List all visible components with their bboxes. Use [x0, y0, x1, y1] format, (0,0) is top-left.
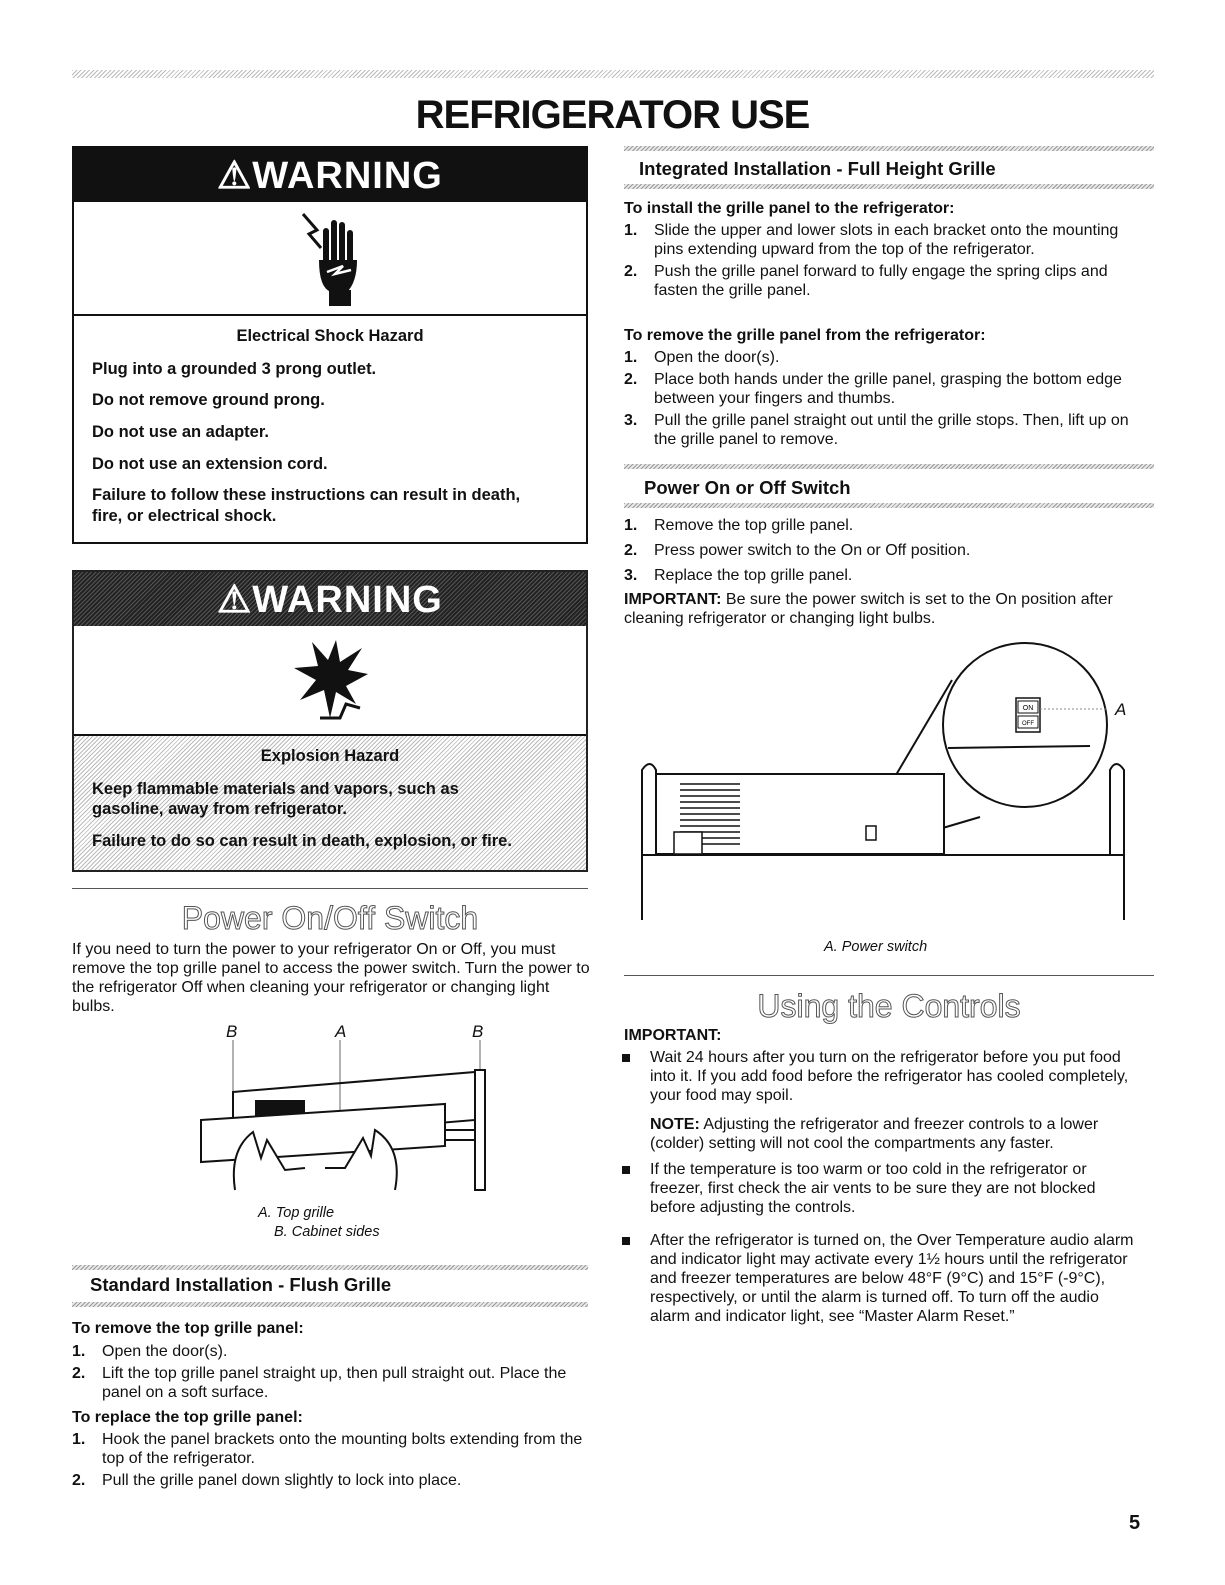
electrical-shock-warning	[72, 146, 588, 544]
subsection-rule	[624, 503, 1154, 508]
shock-hand-icon	[74, 202, 586, 316]
section-title-controls: Using the Controls	[757, 988, 1021, 1024]
fig-label-b-left: B	[226, 1022, 238, 1041]
warning-heading: ⚠WARNING	[74, 148, 586, 202]
replace-grille-steps	[72, 1431, 588, 1494]
remove-grille-steps	[72, 1343, 588, 1406]
subsection-rule	[72, 1302, 588, 1307]
subsection-title-standard: Standard Installation - Flush Grille	[90, 1274, 392, 1295]
list-item: 1. Slide the upper and lower slots in each bracket onto the mounting pins extending upward from the top of the refrigerator.	[624, 222, 1119, 258]
install-grille-steps	[624, 222, 1134, 304]
replace-grille-heading: To replace the top grille panel:	[72, 1409, 303, 1426]
figure-caption: A. Power switch	[824, 939, 928, 955]
subsection-rule	[72, 1265, 588, 1270]
page-title: REFRIGERATOR USE	[415, 93, 810, 137]
section-title-power: Power On/Off Switch	[181, 900, 479, 936]
section-divider	[72, 888, 588, 889]
warning-line: Failure to do so can result in death, explosion, or fire.	[92, 831, 512, 850]
warning-line: Do not remove ground prong.	[92, 391, 325, 410]
switch-off-label: OFF	[1022, 721, 1034, 727]
remove-panel-heading: To remove the grille panel from the refrigerator:	[624, 327, 986, 344]
warning-line: Keep flammable materials and vapors, such as gasoline, away from refrigerator.	[92, 779, 459, 819]
warning-line: Failure to follow these instructions can result in death, fire, or electrical shock.	[92, 486, 521, 525]
explosion-icon	[74, 626, 586, 736]
power-switch-steps	[624, 517, 1134, 589]
subsection-rule	[624, 184, 1154, 189]
hazard-title: Explosion Hazard	[260, 747, 400, 765]
figure-caption: B. Cabinet sides	[274, 1224, 380, 1240]
remove-panel-steps	[624, 349, 1134, 452]
list-item: 2. Lift the top grille panel straight up, then pull straight out. Place the panel on a soft surface.	[72, 1364, 567, 1401]
fig-label-a-switch: A	[1115, 700, 1127, 719]
controls-important-label: IMPORTANT:	[624, 1027, 722, 1044]
remove-grille-heading: To remove the top grille panel:	[72, 1320, 304, 1337]
list-item: 2. Push the grille panel forward to fully engage the spring clips and fasten the grille panel.	[624, 262, 1108, 299]
list-item: 1. Remove the top grille panel.	[624, 517, 854, 534]
subsection-title-power-switch: Power On or Off Switch	[644, 477, 851, 498]
subsection-rule	[624, 464, 1154, 469]
figure-caption: A. Top grille	[258, 1205, 335, 1221]
power-switch-important: IMPORTANT: Be sure the power switch is set to the On position after cleaning refrigerator or changing light bulbs.	[624, 591, 1113, 627]
list-item: After the refrigerator is turned on, the Over Temperature audio alarm and indicator light may activate every 1½ hours until the refrigerator and freezer temperatures are below 48°F (9°C) and 15°F (-9°C), respectively, or until the alarm is turned off. To turn off the audio alarm and indicator light, see “Master Alarm Reset.”	[620, 1232, 1140, 1326]
list-item: 3. Replace the top grille panel.	[624, 566, 853, 584]
warning-line: Do not use an extension cord.	[92, 454, 328, 473]
hazard-title: Electrical Shock Hazard	[236, 327, 424, 345]
note-text: NOTE: Adjusting the refrigerator and freezer controls to a lower (colder) setting will not cool the compartments any faster.	[650, 1115, 1099, 1152]
warning-line: Do not use an adapter.	[92, 422, 269, 441]
install-grille-heading: To install the grille panel to the refrigerator:	[624, 200, 955, 217]
fig-label-a: A	[335, 1022, 347, 1041]
power-intro-text: If you need to turn the power to your refrigerator On or Off, you must remove the top grille panel to access the power switch. Turn the power to the refrigerator Off when cleaning your refrigerator or changing light bulbs.	[72, 941, 590, 1015]
list-item: 1. Hook the panel brackets onto the mounting bolts extending from the top of the refrigerator.	[72, 1431, 583, 1467]
list-item: 1. Open the door(s).	[72, 1343, 228, 1360]
top-grille-illustration	[195, 1040, 495, 1205]
fig-label-b-right: B	[472, 1022, 484, 1041]
top-rule	[72, 70, 1154, 78]
switch-on-label: ON	[1022, 705, 1034, 712]
subsection-title-integrated: Integrated Installation - Full Height Grille	[639, 158, 996, 179]
list-item: 1. Open the door(s).	[624, 349, 780, 366]
page-number: 5	[1129, 1512, 1141, 1534]
power-switch-illustration	[630, 640, 1140, 935]
list-item: 3. Pull the grille panel straight out until the grille stops. Then, lift up on the grille panel to remove.	[624, 411, 1129, 448]
warning-heading: ⚠WARNING	[74, 572, 586, 626]
subsection-rule	[624, 146, 1154, 151]
list-item: 2. Place both hands under the grille panel, grasping the bottom edge between your fingers and thumbs.	[624, 370, 1122, 407]
list-item: 2. Pull the grille panel down slightly to lock into place.	[72, 1471, 462, 1489]
warning-line: Plug into a grounded 3 prong outlet.	[92, 359, 377, 378]
list-item: 2. Press power switch to the On or Off position.	[624, 541, 971, 559]
explosion-warning	[72, 570, 588, 872]
list-item: If the temperature is too warm or too cold in the refrigerator or freezer, first check the air vents to be sure they are not blocked before adjusting the controls.	[620, 1161, 1140, 1218]
controls-bullets	[620, 1049, 1140, 1340]
list-item: Wait 24 hours after you turn on the refrigerator before you put food into it. If you add food before the refrigerator has cooled completely, your food may spoil. NOTE: Adjusting the refrigerator and freezer controls to a lower (colder) setting will not cool the compartments any faster.	[620, 1049, 1140, 1153]
section-divider	[624, 975, 1154, 976]
